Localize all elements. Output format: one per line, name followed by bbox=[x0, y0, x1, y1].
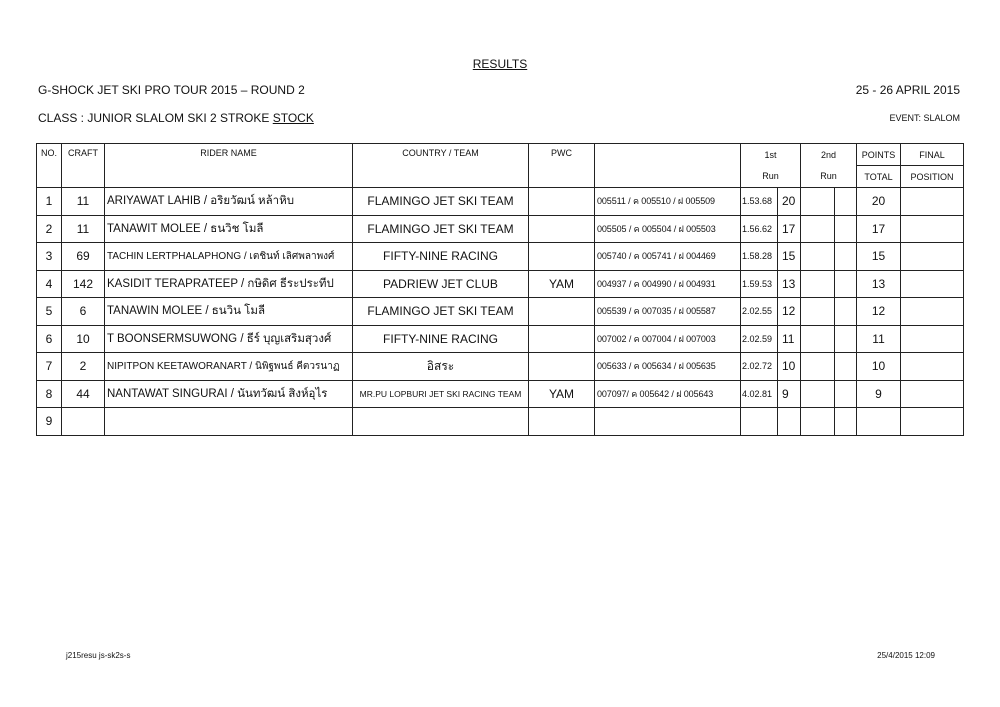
table-row bbox=[37, 270, 964, 298]
cell-no: 3 bbox=[37, 243, 62, 271]
cell-no: 1 bbox=[37, 188, 62, 216]
cell-ids: 004937 / ค 004990 / ฝ 004931 bbox=[595, 270, 741, 298]
cell-ids: 005511 / ค 005510 / ฝ 005509 bbox=[595, 188, 741, 216]
cell-run2 bbox=[835, 380, 857, 408]
cell-time: 2.02.72 bbox=[741, 353, 778, 381]
cell-run2-time bbox=[801, 215, 835, 243]
cell-run1: 17 bbox=[778, 215, 801, 243]
header-run1-top: 1st bbox=[741, 144, 801, 166]
cell-craft: 69 bbox=[62, 243, 105, 271]
cell-final bbox=[901, 215, 964, 243]
cell-final bbox=[901, 408, 964, 436]
header-points-bottom: TOTAL bbox=[857, 166, 901, 188]
cell-points: 11 bbox=[857, 325, 901, 353]
header-ids bbox=[595, 144, 741, 188]
class-prefix: CLASS : JUNIOR SLALOM SKI 2 STROKE bbox=[38, 111, 273, 125]
table-row bbox=[37, 325, 964, 353]
cell-rider: T BOONSERMSUWONG / ธีร์ บุญเสริมสุวงศ์ bbox=[105, 325, 353, 353]
header-team: COUNTRY / TEAM bbox=[353, 144, 529, 188]
cell-run2 bbox=[835, 188, 857, 216]
cell-rider: NIPITPON KEETAWORANART / นิพิฐพนธ์ คีตวรนาฏ bbox=[105, 353, 353, 381]
cell-team: FLAMINGO JET SKI TEAM bbox=[353, 188, 529, 216]
cell-final bbox=[901, 270, 964, 298]
cell-team: อิสระ bbox=[353, 353, 529, 381]
cell-ids: 005633 / ค 005634 / ฝ 005635 bbox=[595, 353, 741, 381]
cell-no: 7 bbox=[37, 353, 62, 381]
cell-run1: 12 bbox=[778, 298, 801, 326]
cell-run1: 13 bbox=[778, 270, 801, 298]
header-final-top: FINAL bbox=[901, 144, 964, 166]
cell-team: PADRIEW JET CLUB bbox=[353, 270, 529, 298]
table-row bbox=[37, 408, 964, 436]
cell-run2 bbox=[835, 408, 857, 436]
cell-time: 2.02.55 bbox=[741, 298, 778, 326]
cell-points bbox=[857, 408, 901, 436]
cell-team: FIFTY-NINE RACING bbox=[353, 325, 529, 353]
cell-run2-time bbox=[801, 325, 835, 353]
cell-time: 1.56.62 bbox=[741, 215, 778, 243]
class-line bbox=[38, 111, 314, 125]
cell-ids: 007002 / ค 007004 / ฝ 007003 bbox=[595, 325, 741, 353]
cell-rider: TANAWIN MOLEE / ธนวิน โมลี bbox=[105, 298, 353, 326]
cell-pwc bbox=[529, 298, 595, 326]
cell-craft: 44 bbox=[62, 380, 105, 408]
cell-team bbox=[353, 408, 529, 436]
cell-craft: 11 bbox=[62, 188, 105, 216]
cell-run1: 15 bbox=[778, 243, 801, 271]
cell-points: 15 bbox=[857, 243, 901, 271]
cell-ids: 005539 / ค 007035 / ฝ 005587 bbox=[595, 298, 741, 326]
cell-no: 6 bbox=[37, 325, 62, 353]
cell-craft: 2 bbox=[62, 353, 105, 381]
cell-points: 12 bbox=[857, 298, 901, 326]
cell-run1: 9 bbox=[778, 380, 801, 408]
header-run2-bottom: Run bbox=[801, 166, 857, 188]
cell-run2 bbox=[835, 298, 857, 326]
event-name: G-SHOCK JET SKI PRO TOUR 2015 – ROUND 2 bbox=[38, 83, 305, 97]
cell-pwc bbox=[529, 188, 595, 216]
table-row bbox=[37, 215, 964, 243]
cell-final bbox=[901, 188, 964, 216]
cell-run2 bbox=[835, 270, 857, 298]
header-pwc: PWC bbox=[529, 144, 595, 188]
cell-time: 2.02.59 bbox=[741, 325, 778, 353]
cell-rider: TACHIN LERTPHALAPHONG / เตชินท์ เลิศพลาพงศ์ bbox=[105, 243, 353, 271]
cell-final bbox=[901, 298, 964, 326]
cell-craft: 11 bbox=[62, 215, 105, 243]
cell-team: MR.PU LOPBURI JET SKI RACING TEAM bbox=[353, 380, 529, 408]
cell-run1 bbox=[778, 408, 801, 436]
cell-rider: KASIDIT TERAPRATEEP / กษิดิศ ธีระประทีป bbox=[105, 270, 353, 298]
cell-run2 bbox=[835, 215, 857, 243]
cell-final bbox=[901, 380, 964, 408]
results-table bbox=[36, 143, 964, 436]
footer-timestamp: 25/4/2015 12:09 bbox=[877, 651, 935, 660]
cell-pwc: YAM bbox=[529, 270, 595, 298]
header-craft: CRAFT bbox=[62, 144, 105, 188]
cell-no: 2 bbox=[37, 215, 62, 243]
cell-team: FIFTY-NINE RACING bbox=[353, 243, 529, 271]
cell-rider bbox=[105, 408, 353, 436]
cell-team: FLAMINGO JET SKI TEAM bbox=[353, 215, 529, 243]
header-run1-bottom: Run bbox=[741, 166, 801, 188]
cell-run1: 20 bbox=[778, 188, 801, 216]
cell-rider: TANAWIT MOLEE / ธนวิช โมลี bbox=[105, 215, 353, 243]
cell-run2 bbox=[835, 243, 857, 271]
cell-points: 13 bbox=[857, 270, 901, 298]
cell-final bbox=[901, 243, 964, 271]
cell-craft bbox=[62, 408, 105, 436]
cell-pwc bbox=[529, 243, 595, 271]
cell-points: 17 bbox=[857, 215, 901, 243]
page-title: RESULTS bbox=[472, 57, 528, 71]
table-row bbox=[37, 380, 964, 408]
table-row bbox=[37, 353, 964, 381]
header-run2-top: 2nd bbox=[801, 144, 857, 166]
cell-points: 10 bbox=[857, 353, 901, 381]
cell-no: 9 bbox=[37, 408, 62, 436]
table-row bbox=[37, 298, 964, 326]
cell-pwc bbox=[529, 325, 595, 353]
cell-run1: 11 bbox=[778, 325, 801, 353]
cell-pwc bbox=[529, 215, 595, 243]
header-row bbox=[37, 144, 964, 166]
cell-time: 1.59.53 bbox=[741, 270, 778, 298]
event-type: EVENT: SLALOM bbox=[889, 113, 960, 123]
cell-run2-time bbox=[801, 298, 835, 326]
cell-run2-time bbox=[801, 270, 835, 298]
cell-final bbox=[901, 325, 964, 353]
cell-no: 4 bbox=[37, 270, 62, 298]
cell-run2-time bbox=[801, 380, 835, 408]
cell-no: 8 bbox=[37, 380, 62, 408]
cell-craft: 6 bbox=[62, 298, 105, 326]
cell-craft: 10 bbox=[62, 325, 105, 353]
cell-points: 20 bbox=[857, 188, 901, 216]
cell-rider: ARIYAWAT LAHIB / อริยวัฒน์ หล้าหิบ bbox=[105, 188, 353, 216]
cell-run1: 10 bbox=[778, 353, 801, 381]
cell-ids bbox=[595, 408, 741, 436]
cell-points: 9 bbox=[857, 380, 901, 408]
cell-ids: 005740 / ค 005741 / ฝ 004469 bbox=[595, 243, 741, 271]
event-dates: 25 - 26 APRIL 2015 bbox=[855, 83, 960, 97]
cell-ids: 007097/ ค 005642 / ฝ 005643 bbox=[595, 380, 741, 408]
cell-run2 bbox=[835, 325, 857, 353]
class-stock: STOCK bbox=[272, 111, 314, 125]
cell-time: 1.58.28 bbox=[741, 243, 778, 271]
cell-run2-time bbox=[801, 408, 835, 436]
cell-craft: 142 bbox=[62, 270, 105, 298]
footer-file-id: j215resu js-sk2s-s bbox=[66, 651, 131, 660]
cell-team: FLAMINGO JET SKI TEAM bbox=[353, 298, 529, 326]
cell-run2-time bbox=[801, 188, 835, 216]
cell-run2-time bbox=[801, 353, 835, 381]
header-points-top: POINTS bbox=[857, 144, 901, 166]
cell-time: 4.02.81 bbox=[741, 380, 778, 408]
cell-rider: NANTAWAT SINGURAI / นันทวัฒน์ สิงห์อุไร bbox=[105, 380, 353, 408]
cell-pwc bbox=[529, 353, 595, 381]
header-no: NO. bbox=[37, 144, 62, 188]
cell-time: 1.53.68 bbox=[741, 188, 778, 216]
cell-pwc: YAM bbox=[529, 380, 595, 408]
cell-no: 5 bbox=[37, 298, 62, 326]
table-row bbox=[37, 188, 964, 216]
cell-time bbox=[741, 408, 778, 436]
cell-ids: 005505 / ค 005504 / ฝ 005503 bbox=[595, 215, 741, 243]
cell-run2 bbox=[835, 353, 857, 381]
header-final-bottom: POSITION bbox=[901, 166, 964, 188]
cell-run2-time bbox=[801, 243, 835, 271]
header-rider: RIDER NAME bbox=[105, 144, 353, 188]
cell-pwc bbox=[529, 408, 595, 436]
table-row bbox=[37, 243, 964, 271]
cell-final bbox=[901, 353, 964, 381]
